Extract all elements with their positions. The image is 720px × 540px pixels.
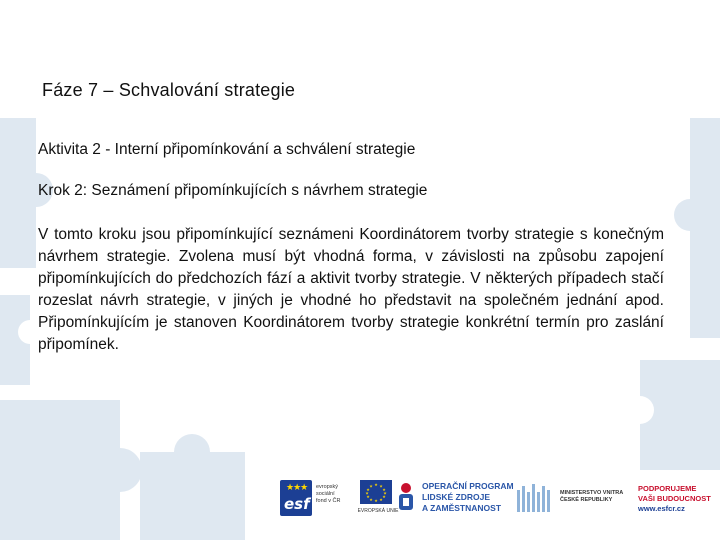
svg-text:★: ★ [369, 483, 373, 489]
esf-logo [278, 478, 348, 520]
ministry-text-line: ČESKÉ REPUBLIKY [560, 497, 613, 503]
eu-caption: EVROPSKÁ UNIE [357, 508, 399, 514]
support-text-line: VAŠI BUDOUCNOST [638, 494, 711, 503]
esf-logo-text: esf [284, 495, 310, 513]
svg-text:★: ★ [383, 490, 387, 496]
svg-text:★: ★ [382, 494, 386, 499]
support-future-text [638, 484, 718, 514]
step-heading: Krok 2: Seznámení připomínkujících s návrhem strategie [38, 182, 428, 199]
op-text-line: OPERAČNÍ PROGRAM [422, 481, 514, 491]
slide-title: Fáze 7 – Schvalování strategie [42, 80, 296, 100]
ministry-mark-icon [516, 482, 554, 514]
support-url: www.esfcr.cz [638, 504, 685, 513]
puzzle-hole [626, 396, 654, 424]
esf-caption-line: evropský [316, 484, 339, 490]
svg-text:★: ★ [379, 483, 383, 489]
support-future-logo [638, 478, 718, 520]
ministry-text-line: MINISTERSTVO VNITRA [560, 490, 624, 496]
ministry-text [560, 490, 640, 504]
esf-logo-mark [280, 480, 312, 516]
stars-icon: ★★★ [286, 482, 308, 492]
svg-text:★: ★ [366, 487, 370, 492]
esf-caption [316, 484, 350, 505]
eu-flag-icon [360, 480, 392, 504]
svg-text:★: ★ [365, 490, 369, 496]
person-icon [396, 482, 416, 512]
puzzle-knob [174, 434, 210, 470]
activity-heading: Aktivita 2 - Interní připomínkování a schválení strategie [38, 141, 416, 158]
esf-caption-line: fond v ČR [316, 498, 341, 504]
svg-text:★: ★ [379, 497, 383, 502]
svg-text:★: ★ [374, 482, 378, 487]
svg-text:★: ★ [382, 487, 386, 492]
step-description: V tomto kroku jsou připomínkující seznámeni Koordinátorem tvorby strategie s konečným návrhem strategie. Zvolena musí být vhodná forma, v závislosti na způsobu zapojení připomínkujících do předchozích fází a aktivit tvorby strategie. V některých případech stačí rozeslat návrh strategie, v jiných je vhodné ho představit na společném jednání apod. Připomínkujícím je stanoven Koordinátorem tvorby strategie konkrétní termín pro zaslání připomínek. [38, 226, 664, 353]
footer-logos [278, 478, 714, 520]
support-text-line: PODPORUJEME [638, 484, 697, 493]
op-lzz-logo [396, 478, 516, 520]
op-text-line: LIDSKÉ ZDROJE [422, 492, 491, 502]
svg-text:★: ★ [369, 497, 373, 502]
ministry-logo [516, 478, 636, 520]
op-text-line: A ZAMĚSTNANOST [422, 503, 502, 513]
puzzle-knob [98, 448, 142, 492]
svg-text:★: ★ [366, 494, 370, 499]
puzzle-knob [674, 199, 706, 231]
esf-caption-line: sociální [316, 491, 335, 497]
eu-logo [356, 478, 399, 520]
op-lzz-text [422, 481, 522, 514]
svg-text:★: ★ [374, 498, 378, 503]
